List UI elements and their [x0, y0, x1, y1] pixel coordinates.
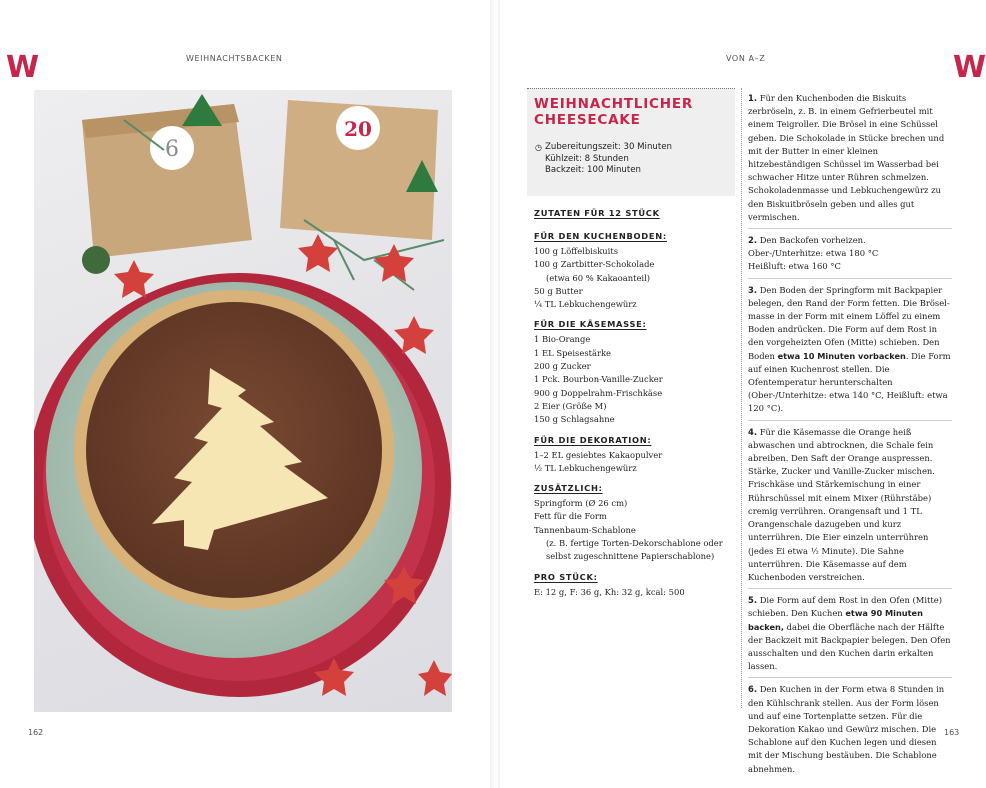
nutrition-values: E: 12 g, F: 36 g, Kh: 32 g, kcal: 500 [534, 586, 685, 597]
paper-bag-right [280, 100, 438, 240]
ingredient-list [534, 449, 734, 476]
step-detail: Ober-/Unterhitze: etwa 180 °C [748, 248, 879, 259]
step-divider [748, 228, 952, 229]
step-highlight: etwa 10 Minuten vorbacken [777, 350, 906, 361]
ingredients [534, 208, 734, 599]
ingredient-item: 1 Bio-Orange [534, 334, 591, 345]
bake-time: Backzeit: 100 Minuten [545, 165, 641, 175]
ingredient-item: 50 g Butter [534, 285, 583, 296]
step-highlight: etwa 90 Minuten backen, [748, 608, 923, 632]
step-number: 3. [748, 284, 758, 295]
step-number: 5. [748, 595, 758, 606]
ingredient-item: 200 g Zucker [534, 361, 591, 372]
step-1 [748, 92, 952, 224]
ingredient-list [534, 497, 734, 563]
title-top-rule [527, 88, 735, 89]
step-divider [748, 420, 952, 421]
cheesecake-photo [34, 90, 452, 712]
ingredient-item: 1 Pck. Bourbon-Vanille-Zucker [534, 374, 663, 385]
step-2 [748, 234, 952, 274]
step-text: Für die Käsemasse die Orange heiß abwaschen und abtrocknen, die Schale fein abreiben. Den Saft der Orange auspressen. Stärke, Zucker und Vanille-Zucker mischen. Frischkäse und Stärkemischung in einer Rührschüssel mit einem Mixer (Rührstäbe) cremig verrühren. Orangensaft und 1 TL Orangenschale dazugeben und kurz unterrühren. Die Eier einzeln unterrühren (jedes Ei etwa ½ Minute). Die Sahne unterrühren. Die Käsemasse auf dem Kuchenboden verstreichen. [748, 426, 935, 582]
step-4 [748, 426, 952, 584]
servings-heading: ZUTATEN FÜR 12 STÜCK [534, 208, 660, 218]
step-text: Die Form auf dem Rost in den Ofen (Mitte) schieben. Den Kuchen [748, 595, 943, 619]
running-head-right: VON A–Z [726, 54, 766, 63]
ingredient-item: selbst zugeschnittene Papierschablone) [546, 551, 715, 562]
step-divider [748, 677, 952, 678]
running-head-left: WEIHNACHTSBACKEN [186, 54, 283, 63]
ingredient-list [534, 245, 734, 311]
instructions [748, 92, 952, 776]
recipe-title-line-1: WEIHNACHTLICHER [534, 96, 694, 112]
step-divider [748, 588, 952, 589]
ingredient-item: Springform (Ø 26 cm) [534, 498, 628, 509]
svg-text:6: 6 [165, 137, 179, 162]
logo-left: W [6, 50, 38, 85]
recipe-title-box [527, 88, 735, 196]
recipe-times [535, 142, 672, 177]
ornament-ball [82, 246, 110, 274]
recipe-title-line-2: CHEESECAKE [534, 112, 641, 128]
recipe-title [534, 96, 734, 128]
ingredient-item: 100 g Zartbitter-Schokolade [534, 259, 655, 270]
column-divider [741, 88, 742, 708]
ingredient-item: 2 Eier (Größe M) [534, 400, 607, 411]
ingredient-item: Tannenbaum-Schablone [534, 524, 636, 535]
step-text: . Die Form auf einen Kuchenrost stellen. Die Ofentemperatur herunterschalten (Ober-/Unterhitze: etwa 140 °C, Heißluft: etwa 120 °C). [748, 350, 951, 414]
step-5 [748, 594, 952, 673]
step-text: Für den Kuchenboden die Biskuits zerbröseln, z. B. in einem Gefrierbeutel mit einem Teigroller. Die Brösel in eine Schüssel geben. Die Schokolade in Stücke brechen und mit der Butter in einer kleinen hitzebeständigen Schüssel im Wasserbad bei schwacher Hitze unter Rühren schmelzen. Schokoladenmasse und Lebkuchengewürz zu den Biskuitbröseln geben und alles gut vermischen. [748, 93, 945, 222]
section-heading: PRO STÜCK: [534, 571, 598, 582]
step-number: 1. [748, 93, 758, 103]
logo-right: W [953, 50, 985, 85]
ingredient-item: ¼ TL Lebkuchengewürz [534, 299, 637, 310]
cheesecake-illustration [34, 90, 452, 712]
cool-time: Kühlzeit: 8 Stunden [545, 153, 629, 164]
step-text: Den Boden der Springform mit Backpapier belegen, den Rand der Form fetten. Die Bröselmasse in der Form mit einem Löffel zu einem Boden andrücken. Die Form auf dem Rost in den vorgeheizten Ofen (Mitte) schieben. Den Boden [748, 284, 950, 361]
ingredient-item: 1 EL Speisestärke [534, 347, 612, 358]
step-3 [748, 284, 952, 416]
section-heading: FÜR DIE KÄSEMASSE: [534, 319, 647, 330]
book-gutter [490, 0, 500, 788]
section-heading: FÜR DIE DEKORATION: [534, 434, 652, 445]
step-text: dabei die Oberfläche nach der Hälfte der Backzeit mit Backpapier belegen. Den Ofen ausschalten und den Kuchen darin erkalten lassen. [748, 621, 951, 672]
step-detail: Heißluft: etwa 160 °C [748, 261, 841, 272]
ingredient-item: 900 g Doppelrahm-Frischkäse [534, 387, 663, 398]
ingredient-list [534, 333, 734, 426]
step-text: Den Kuchen in der Form etwa 8 Stunden in den Kühlschrank stellen. Aus der Form lösen und auf eine Tortenplatte setzen. Für die Dekoration Kakao und Gewürz mischen. Die Schablone auf den Kuchen legen und diesen mit der Mischung bestäuben. Die Schablone abnehmen. [748, 684, 945, 774]
ingredient-item: (etwa 60 % Kakaoanteil) [546, 272, 651, 283]
page-number-left: 162 [28, 728, 44, 737]
ingredient-item: (z. B. fertige Torten-Dekorschablone oder [546, 538, 723, 549]
ingredient-item: 1–2 EL gesiebtes Kakaopulver [534, 449, 663, 460]
section-heading: FÜR DEN KUCHENBODEN: [534, 231, 667, 241]
clock-icon: ◷ [535, 143, 542, 152]
svg-text:20: 20 [344, 117, 372, 141]
section-heading: ZUSÄTZLICH: [534, 483, 603, 494]
ingredient-item: 150 g Schlagsahne [534, 414, 615, 425]
step-number: 2. [748, 235, 758, 246]
step-number: 6. [748, 684, 758, 695]
page-number-right: 163 [944, 728, 960, 737]
step-number: 4. [748, 426, 758, 437]
prep-time: Zubereitungszeit: 30 Minuten [545, 142, 672, 152]
step-text: Den Backofen vorheizen. [759, 235, 866, 246]
step-6 [748, 683, 952, 775]
nutrition-info [534, 586, 734, 599]
ingredient-item: 100 g Löffelbiskuits [534, 246, 619, 256]
paper-bag-left [82, 94, 252, 258]
ingredient-item: ½ TL Lebkuchengewürz [534, 462, 637, 473]
ingredient-item: Fett für die Form [534, 511, 607, 522]
step-divider [748, 278, 952, 279]
